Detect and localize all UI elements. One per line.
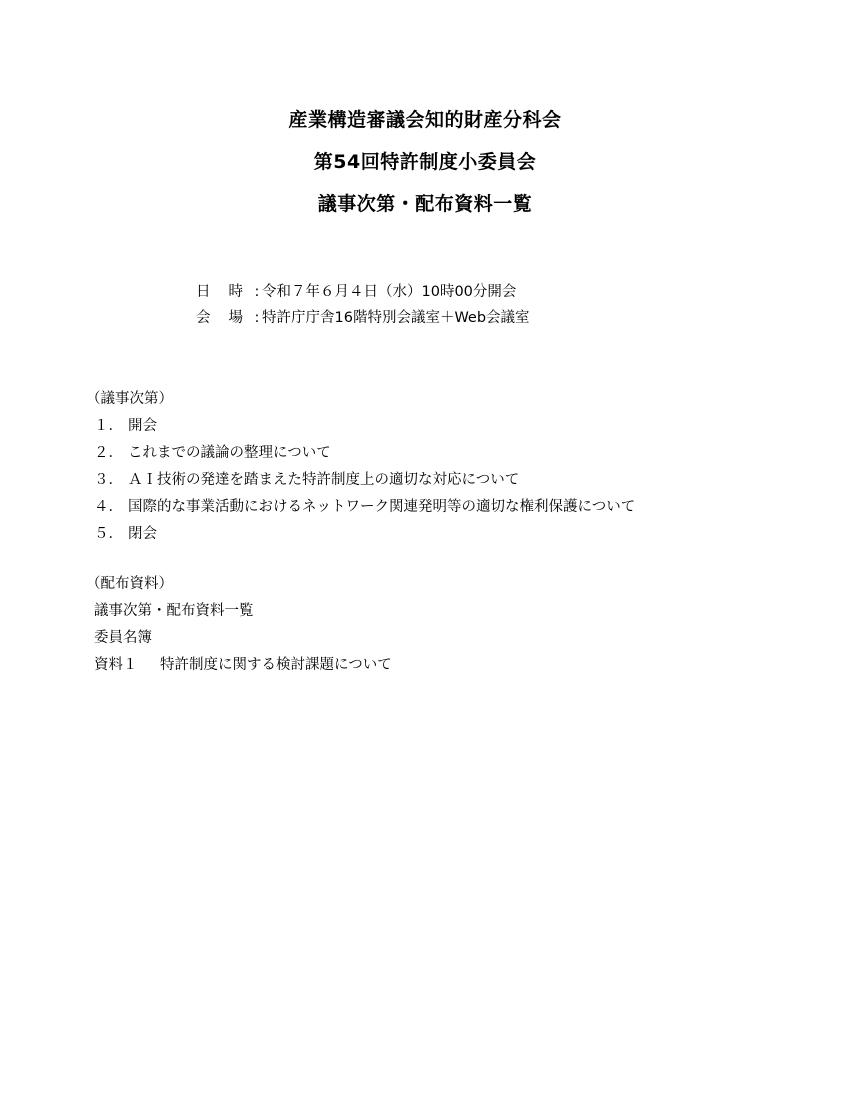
material-text: 特許制度に関する検討課題について bbox=[160, 657, 392, 673]
meeting-info bbox=[196, 283, 530, 335]
title-block bbox=[0, 110, 850, 236]
material-item: 委員名簿 bbox=[94, 630, 152, 646]
agenda-item: １． 開会 bbox=[94, 418, 157, 434]
venue-value: 特許庁庁舎16階特別会議室＋Web会議室 bbox=[262, 310, 530, 326]
material-item: 議事次第・配布資料一覧 bbox=[94, 603, 254, 619]
materials-heading: （配布資料） bbox=[86, 576, 173, 592]
agenda-item: ３． ＡＩ技術の発達を踏まえた特許制度上の適切な対応について bbox=[94, 472, 520, 488]
venue-colon: : bbox=[254, 310, 260, 326]
venue-label: 会 場 bbox=[196, 310, 243, 326]
agenda-section bbox=[86, 390, 635, 552]
materials-section bbox=[86, 575, 392, 683]
date-label: 日 時 bbox=[196, 284, 243, 300]
council-title: 産業構造審議会知的財産分科会 bbox=[288, 109, 562, 131]
agenda-heading: （議事次第） bbox=[86, 391, 173, 407]
date-value: 令和７年６月４日（水）10時00分開会 bbox=[262, 284, 517, 300]
date-colon: : bbox=[254, 284, 260, 300]
venue-row bbox=[196, 309, 530, 327]
agenda-item: ４． 国際的な事業活動におけるネットワーク関連発明等の適切な権利保護について bbox=[94, 499, 636, 515]
agenda-item: ５． 閉会 bbox=[94, 526, 157, 542]
material-code: 資料１ bbox=[94, 657, 138, 673]
committee-title: 第54回特許制度小委員会 bbox=[313, 151, 537, 173]
agenda-item: ２． これまでの議論の整理について bbox=[94, 445, 331, 461]
date-row bbox=[196, 283, 530, 301]
material-item bbox=[86, 656, 392, 674]
document-title: 議事次第・配布資料一覧 bbox=[317, 193, 533, 215]
